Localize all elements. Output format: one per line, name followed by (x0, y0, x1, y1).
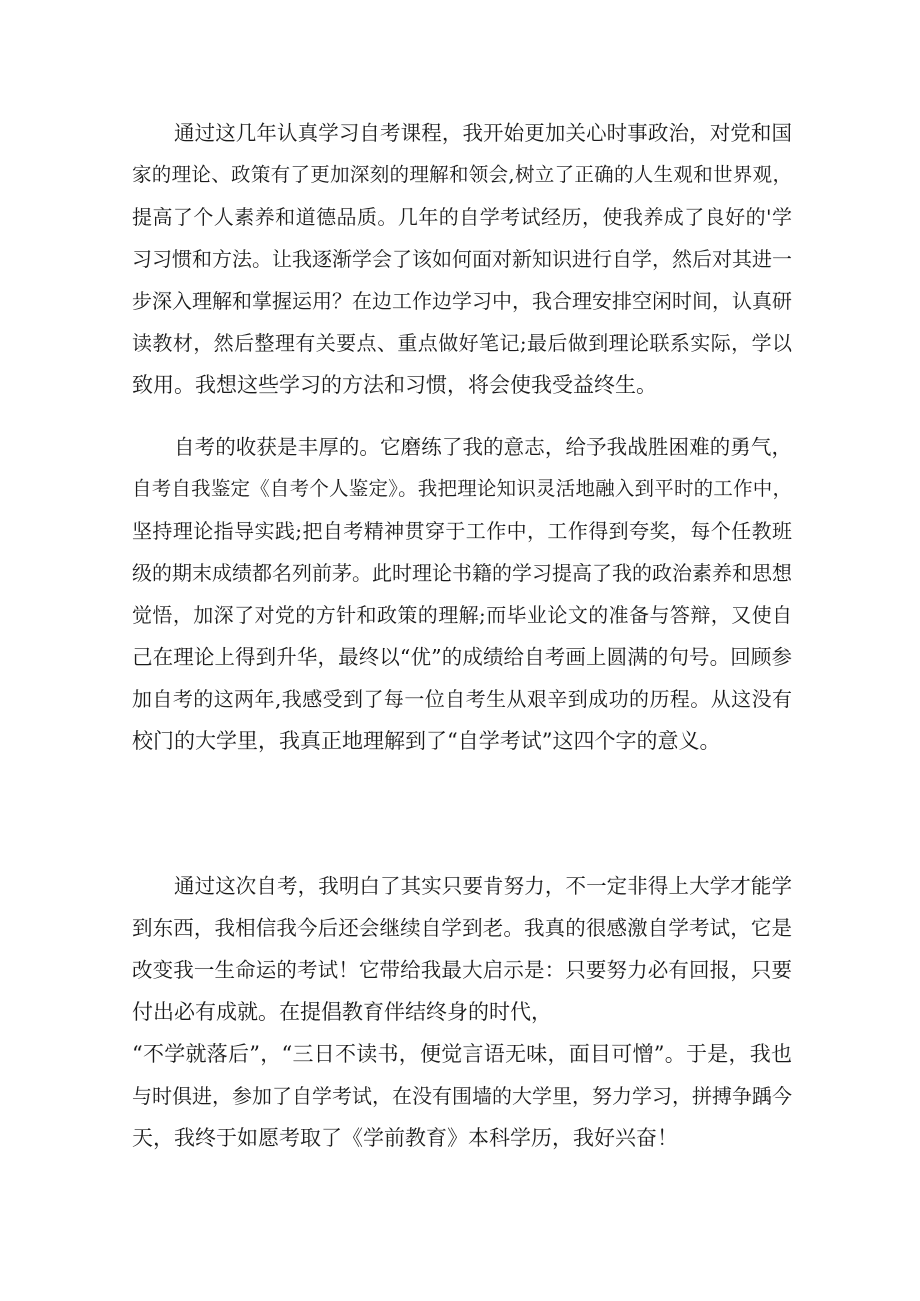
paragraph-line: “不学就落后”，“三日不读书，便觉言语无味，面目可憎”。于是，我也 (132, 1042, 792, 1066)
paragraph-line: 级的期末成绩都名列前茅。此时理论书籍的学习提高了我的政治素养和思想 (132, 561, 792, 585)
paragraph-line: 与时俱进，参加了自学考试，在没有围墙的大学里，努力学习，拼搏争踽今 (132, 1084, 792, 1108)
paragraph-line: 己在理论上得到升华，最终以“优”的成绩给自考画上圆满的句号。回顾参 (132, 645, 792, 669)
paragraph-line: 改变我一生命运的考试！它带给我最大启示是：只要努力必有回报，只要 (132, 958, 792, 982)
paragraph-line: 天，我终于如愿考取了《学前教育》本科学历，我好兴奋！ (132, 1126, 678, 1150)
paragraph-line: 付出必有成就。在提倡教育伴结终身的时代， (132, 1000, 552, 1024)
paragraph-line: 读教材，然后整理有关要点、重点做好笔记;最后做到理论联系实际，学以 (132, 331, 792, 355)
paragraph-line: 到东西，我相信我今后还会继续自学到老。我真的很感激自学考试，它是 (132, 916, 792, 940)
paragraph-line: 加自考的这两年,我感受到了每一位自考生从艰辛到成功的历程。从这没有 (132, 687, 792, 711)
paragraph-line: 习习惯和方法。让我逐渐学会了该如何面对新知识进行自学，然后对其进一 (132, 247, 792, 271)
paragraph-line: 通过这几年认真学习自考课程，我开始更加关心时事政治，对党和国 (174, 121, 792, 145)
paragraph-line: 提高了个人素养和道德品质。几年的自学考试经历，使我养成了良好的'学 (132, 205, 792, 229)
paragraph-line: 自考自我鉴定《自考个人鉴定》。我把理论知识灵活地融入到平时的工作中， (132, 477, 792, 500)
paragraph-line: 校门的大学里，我真正地理解到了“自学考试”这四个字的意义。 (132, 729, 721, 753)
paragraph-line: 自考的收获是丰厚的。它磨练了我的意志，给予我战胜困难的勇气， (174, 435, 792, 459)
paragraph-line: 家的理论、政策有了更加深刻的理解和领会,树立了正确的人生观和世界观， (132, 163, 792, 186)
paragraph-line: 通过这次自考，我明白了其实只要肯努力，不一定非得上大学才能学 (174, 874, 792, 898)
paragraph-line: 步深入理解和掌握运用？在边工作边学习中，我合理安排空闲时间，认真研 (132, 289, 792, 313)
paragraph-line: 坚持理论指导实践;把自考精神贯穿于工作中，工作得到夸奖，每个任教班 (132, 519, 792, 543)
paragraph-line: 觉悟，加深了对党的方针和政策的理解;而毕业论文的准备与答辩，又使自 (132, 603, 792, 627)
paragraph-line: 致用。我想这些学习的方法和习惯，将会使我受益终生。 (132, 373, 657, 397)
